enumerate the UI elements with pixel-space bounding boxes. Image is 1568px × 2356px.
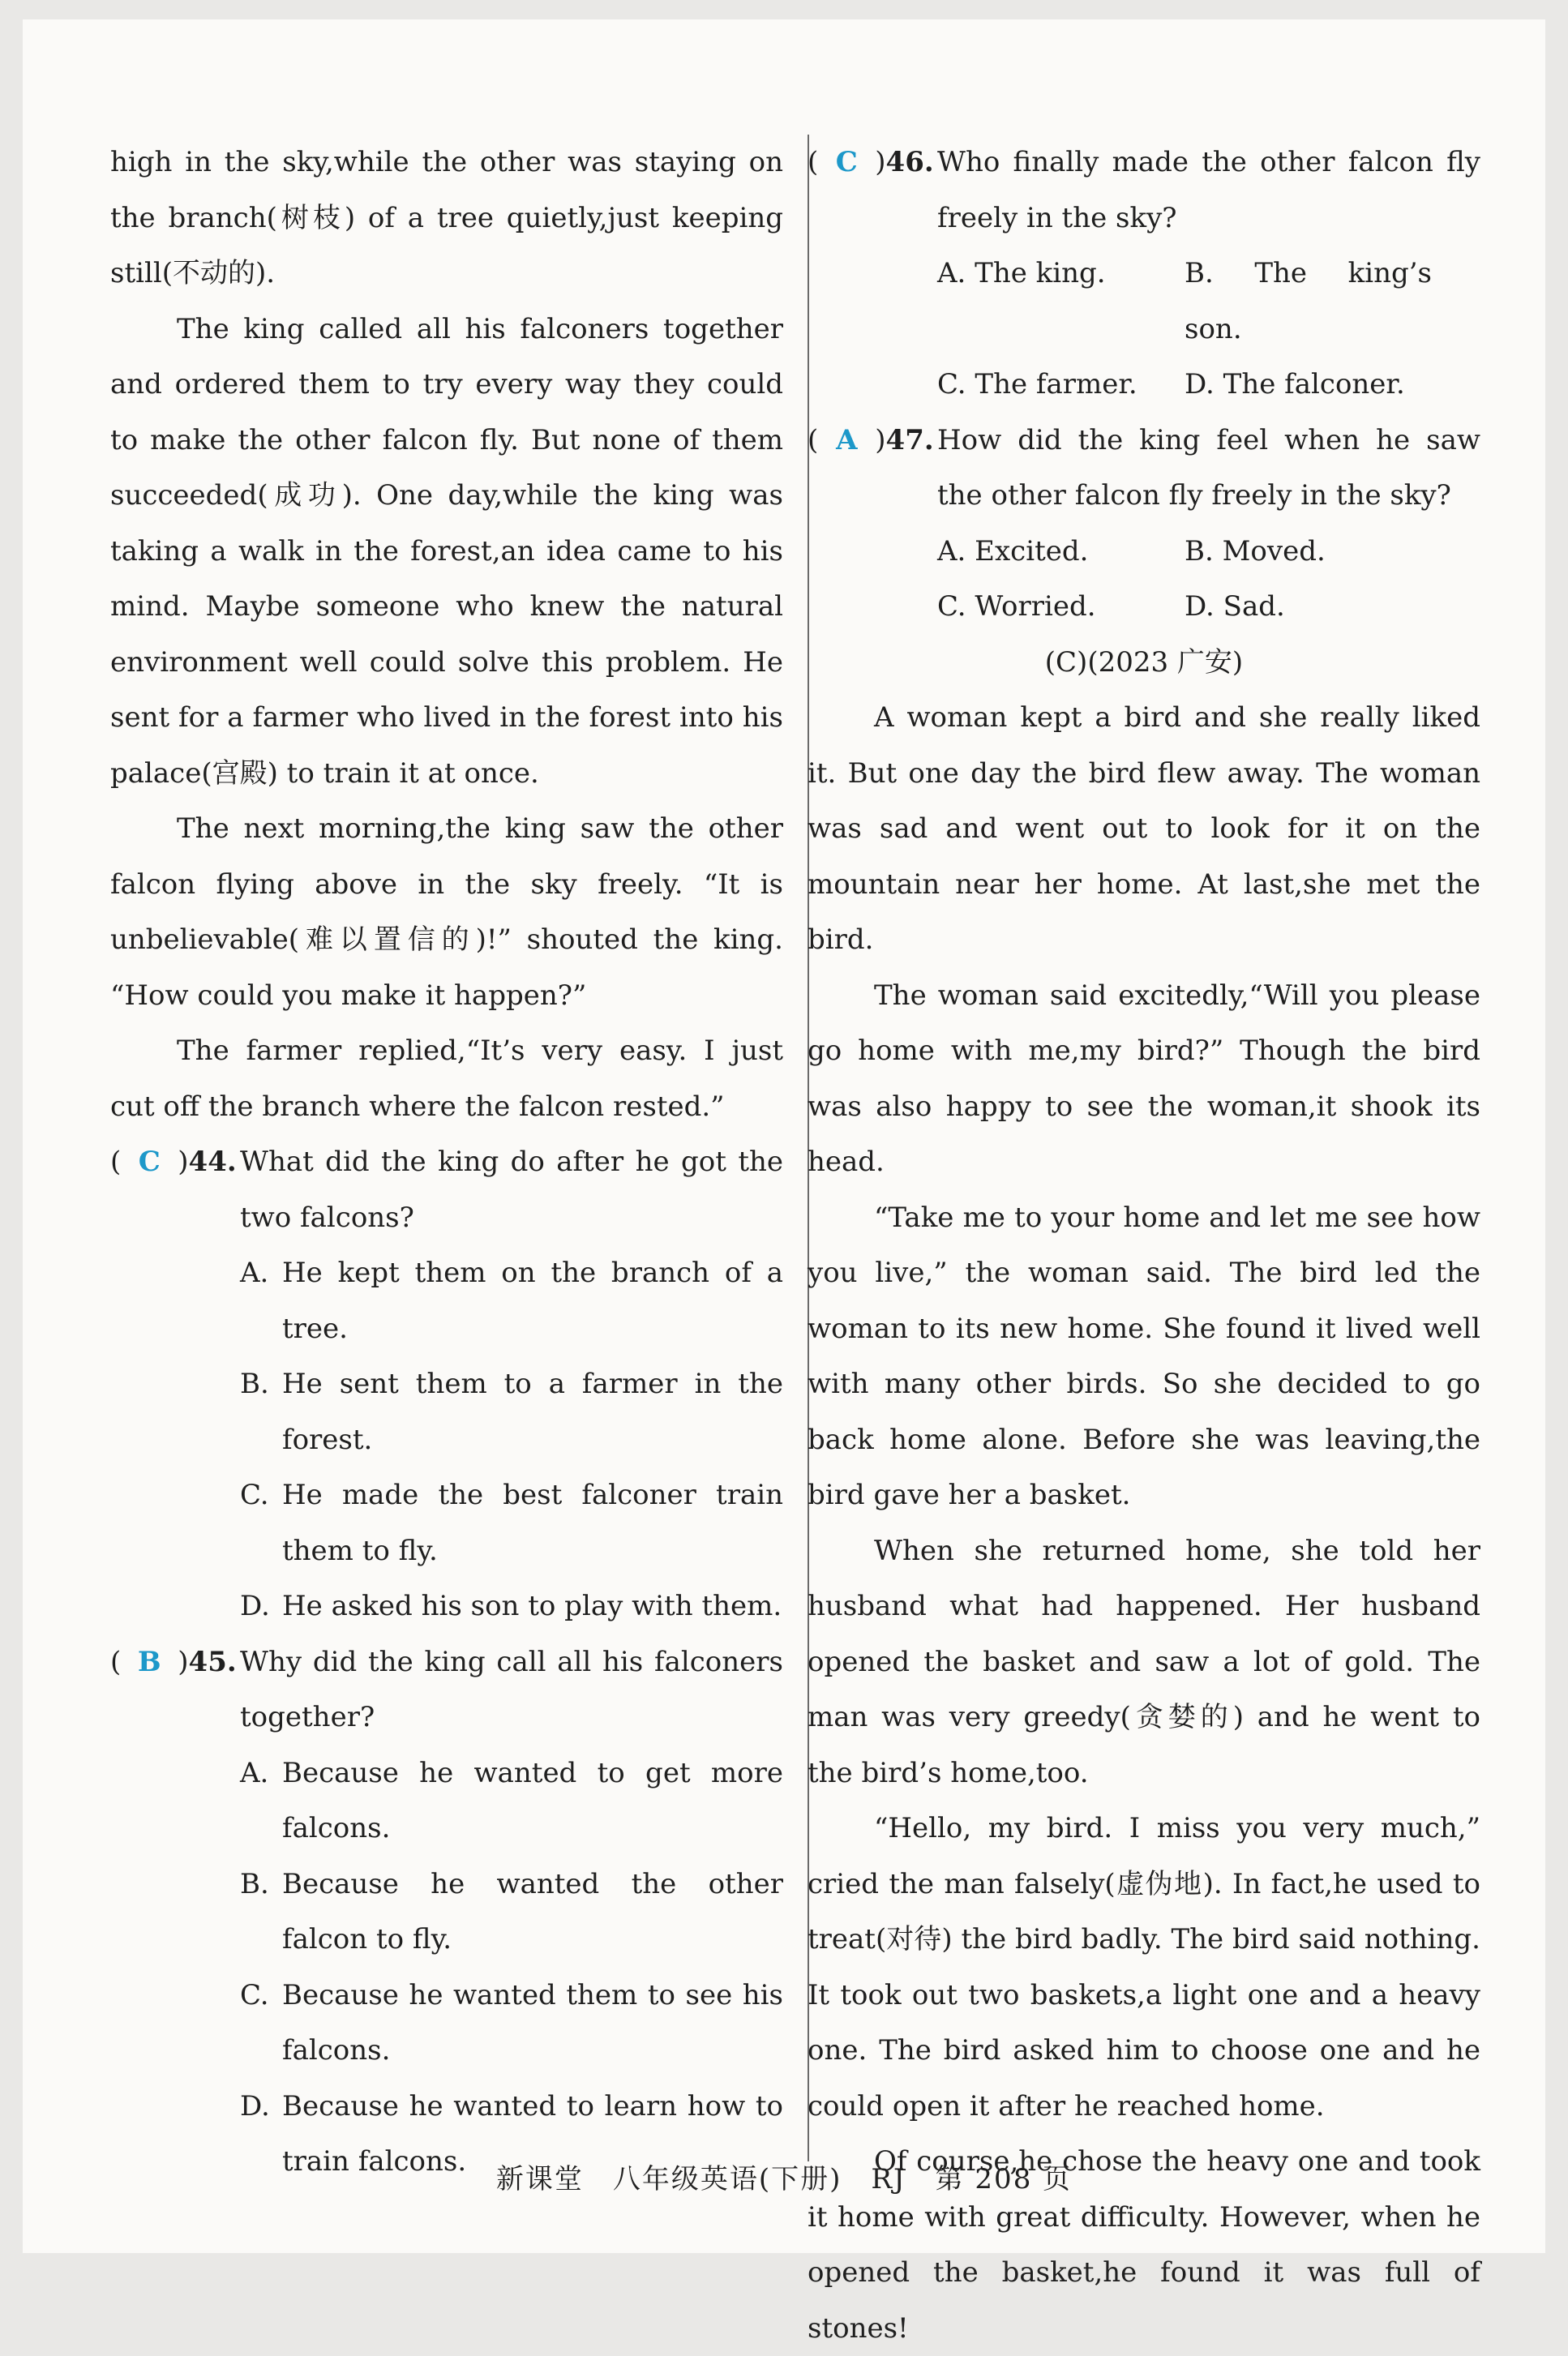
question-number: 47. <box>885 423 934 456</box>
answer-bracket: ( C )44. <box>110 1134 240 1245</box>
option-c: C. Worried. <box>937 590 1096 623</box>
passage-paragraph: The next morning,the king saw the other falcon flying above in the sky freely. “It is unbelievable(难以置信的)!” shouted the king. “How could you make it happen?” <box>110 812 783 1012</box>
option-d: D. He asked his son to play with them. <box>240 1590 782 1622</box>
question-44 <box>110 1134 783 1634</box>
passage-paragraph: The farmer replied,“It’s very easy. I just cut off the branch where the falcon rested.” <box>110 1034 783 1123</box>
question-45 <box>110 1634 783 2190</box>
question-46 <box>808 135 1480 413</box>
option-d: D. Because he wanted to learn how to train falcons. <box>240 2089 783 2178</box>
question-text: What did the king do after he got the two falcons? <box>240 1146 783 1234</box>
passage-paragraph: The king called all his falconers together and ordered them to try every way they could to make the other falcon fly. But none of them succeeded(成功). One day,while the king was taking a walk in the forest,an idea came to his mind. Maybe someone who knew the natural environment well could solve this problem. He sent for a farmer who lived in the forest into his palace(宫殿) to train it at once. <box>110 312 783 790</box>
option-a: A. The king. <box>937 257 1106 289</box>
answer-letter: B <box>137 1645 161 1678</box>
document-page <box>23 19 1545 2345</box>
option-b: B. Moved. <box>1185 534 1326 568</box>
question-47 <box>808 413 1480 635</box>
option-c: C. He made the best falconer train them to fly. <box>240 1479 783 1567</box>
right-column <box>808 135 1480 2356</box>
passage-paragraph: When she returned home, she told her husband what had happened. Her husband opened the basket and saw a lot of gold. The man was very greedy(贪婪的) and he went to the bird’s home,too. <box>808 1534 1480 1789</box>
passage-paragraph: high in the sky,while the other was staying on the branch(树枝) of a tree quietly,just keeping still(不动的). <box>110 146 783 289</box>
left-column <box>110 135 783 2190</box>
question-text: Who finally made the other falcon fly freely in the sky? <box>937 146 1480 234</box>
option-a: A. Excited. <box>937 534 1089 568</box>
option-b: B. Because he wanted the other falcon to fly. <box>240 1867 783 1955</box>
section-title: (C)(2023 广安) <box>1044 645 1244 679</box>
question-number: 46. <box>885 146 934 178</box>
option-a: A. Because he wanted to get more falcons. <box>240 1756 783 1844</box>
option-c: C. Because he wanted them to see his falcons. <box>240 1978 783 2067</box>
passage-paragraph: A woman kept a bird and she really liked it. But one day the bird flew away. The woman was sad and went out to look for it on the mountain near her home. At last,she met the bird. <box>808 701 1480 956</box>
answer-bracket: ( B )45. <box>110 1634 240 1746</box>
passage-paragraph: “Hello, my bird. I miss you very much,” cried the man falsely(虚伪地). In fact,he used to treat(对待) the bird badly. The bird said nothing. It took out two baskets,a light one and a heavy one. The bird asked him to choose one and he could open it after he reached home. <box>808 1812 1480 2123</box>
passage-paragraph: “Take me to your home and let me see how you live,” the woman said. The bird led the woman to its new home. She found it lived well with many other birds. So she decided to go back home alone. Before she was leaving,the bird gave her a basket. <box>808 1201 1480 1511</box>
option-b: B. He sent them to a farmer in the forest. <box>240 1368 783 1456</box>
passage-paragraph: Of course,he chose the heavy one and took it home with great difficulty. However, when he opened the basket,he found it was full of stones! <box>808 2145 1480 2345</box>
page-footer: 新课堂 八年级英语(下册) RJ 第 208 页 <box>495 2163 1073 2195</box>
answer-letter: A <box>836 423 858 456</box>
question-text: How did the king feel when he saw the other falcon fly freely in the sky? <box>937 423 1480 512</box>
option-b: B. The king’s son. <box>1185 257 1432 345</box>
question-text: Why did the king call all his falconers together? <box>240 1645 783 1733</box>
question-number: 44. <box>188 1146 237 1178</box>
answer-bracket: ( A )47. <box>808 413 937 524</box>
question-number: 45. <box>188 1645 237 1678</box>
answer-letter: C <box>835 146 858 178</box>
answer-letter: C <box>138 1146 161 1178</box>
option-a: A. He kept them on the branch of a tree. <box>240 1257 783 1345</box>
answer-bracket: ( C )46. <box>808 135 937 246</box>
option-d: D. Sad. <box>1185 590 1285 623</box>
passage-paragraph: The woman said excitedly,“Will you please go home with me,my bird?” Though the bird was also happy to see the woman,it shook its head. <box>808 979 1480 1178</box>
option-c: C. The farmer. <box>937 368 1137 401</box>
option-d: D. The falconer. <box>1185 368 1405 401</box>
